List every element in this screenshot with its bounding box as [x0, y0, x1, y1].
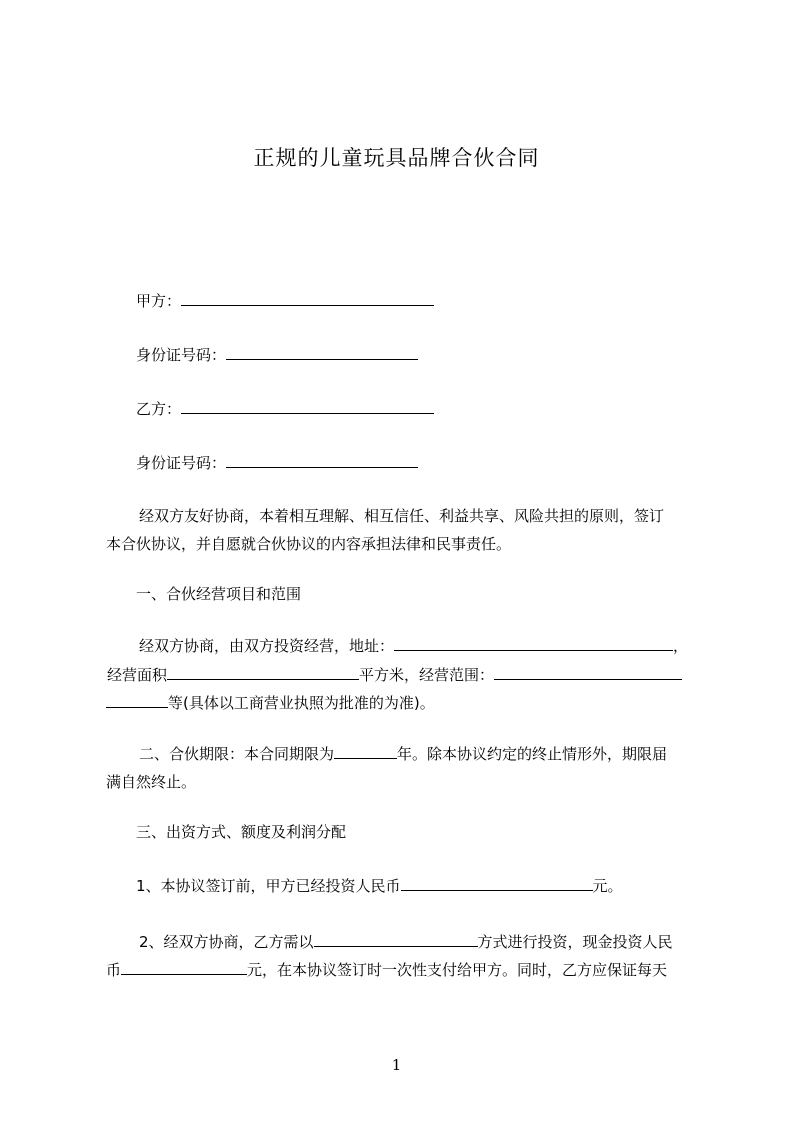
party-a-line: [136, 291, 434, 311]
scope-label: 平方米，经营范围：: [359, 666, 495, 684]
section-1-area-line: [107, 665, 682, 685]
item-1-text: 1、本协议签订前，甲方已经投资人民币: [136, 877, 401, 895]
scope-blank-continued[interactable]: [106, 693, 168, 708]
item-1-unit: 元。: [592, 877, 623, 895]
item-2-text: 2、经双方协商，乙方需以: [139, 933, 314, 951]
item-1-amount-blank[interactable]: [401, 876, 593, 891]
section-2-line-2: 满自然终止。: [106, 773, 197, 791]
section-3-item-2-line-1: [139, 932, 673, 952]
scope-blank[interactable]: [494, 665, 682, 680]
section-3-heading: 三、出资方式、额度及利润分配: [136, 823, 347, 841]
item-2-currency: 币: [106, 961, 122, 979]
term-rest: 年。除本协议约定的终止情形外，期限届: [397, 745, 668, 763]
item-2-amount-blank[interactable]: [121, 960, 247, 975]
section-1-address-line: [139, 636, 688, 656]
area-blank[interactable]: [167, 665, 359, 680]
party-b-line: [136, 399, 434, 419]
party-b-id-label: 身份证号码：: [136, 454, 227, 472]
intro-line-2: 本合伙协议，并自愿就合伙协议的内容承担法律和民事责任。: [106, 535, 512, 553]
party-a-label: 甲方：: [136, 292, 182, 310]
area-label: 经营面积: [107, 666, 168, 684]
item-2-text-3: 元，在本协议签订时一次性支付给甲方。同时，乙方应保证每天: [247, 961, 668, 979]
term-label: 二、合伙期限：本合同期限为: [139, 745, 335, 763]
party-b-label: 乙方：: [136, 400, 182, 418]
item-2-method-blank[interactable]: [314, 932, 478, 947]
party-a-id-label: 身份证号码：: [136, 346, 227, 364]
section-2-line-1: [139, 744, 667, 764]
section-1-heading: 一、合伙经营项目和范围: [136, 585, 302, 603]
party-b-blank[interactable]: [181, 399, 434, 414]
address-comma: ，: [673, 637, 689, 655]
section-3-item-2-line-2: [106, 960, 667, 980]
party-a-blank[interactable]: [181, 291, 434, 306]
term-years-blank[interactable]: [334, 744, 397, 759]
section-1-scope-line: [106, 693, 435, 713]
address-label: 经双方协商，由双方投资经营，地址：: [139, 637, 395, 655]
party-b-id-blank[interactable]: [226, 453, 418, 468]
party-b-id-line: [136, 453, 418, 473]
party-a-id-line: [136, 345, 418, 365]
page-number: 1: [391, 1056, 402, 1074]
intro-line-1: 经双方友好协商，本着相互理解、相互信任、利益共享、风险共担的原则，签订: [139, 507, 665, 525]
section-3-item-1: [136, 876, 623, 896]
party-a-id-blank[interactable]: [226, 345, 418, 360]
document-title: 正规的儿童玩具品牌合伙合同: [253, 146, 540, 170]
address-blank[interactable]: [394, 636, 673, 651]
scope-note: 等(具体以工商营业执照为批准的为准)。: [168, 694, 435, 712]
item-2-text-2: 方式进行投资，现金投资人民: [477, 933, 673, 951]
